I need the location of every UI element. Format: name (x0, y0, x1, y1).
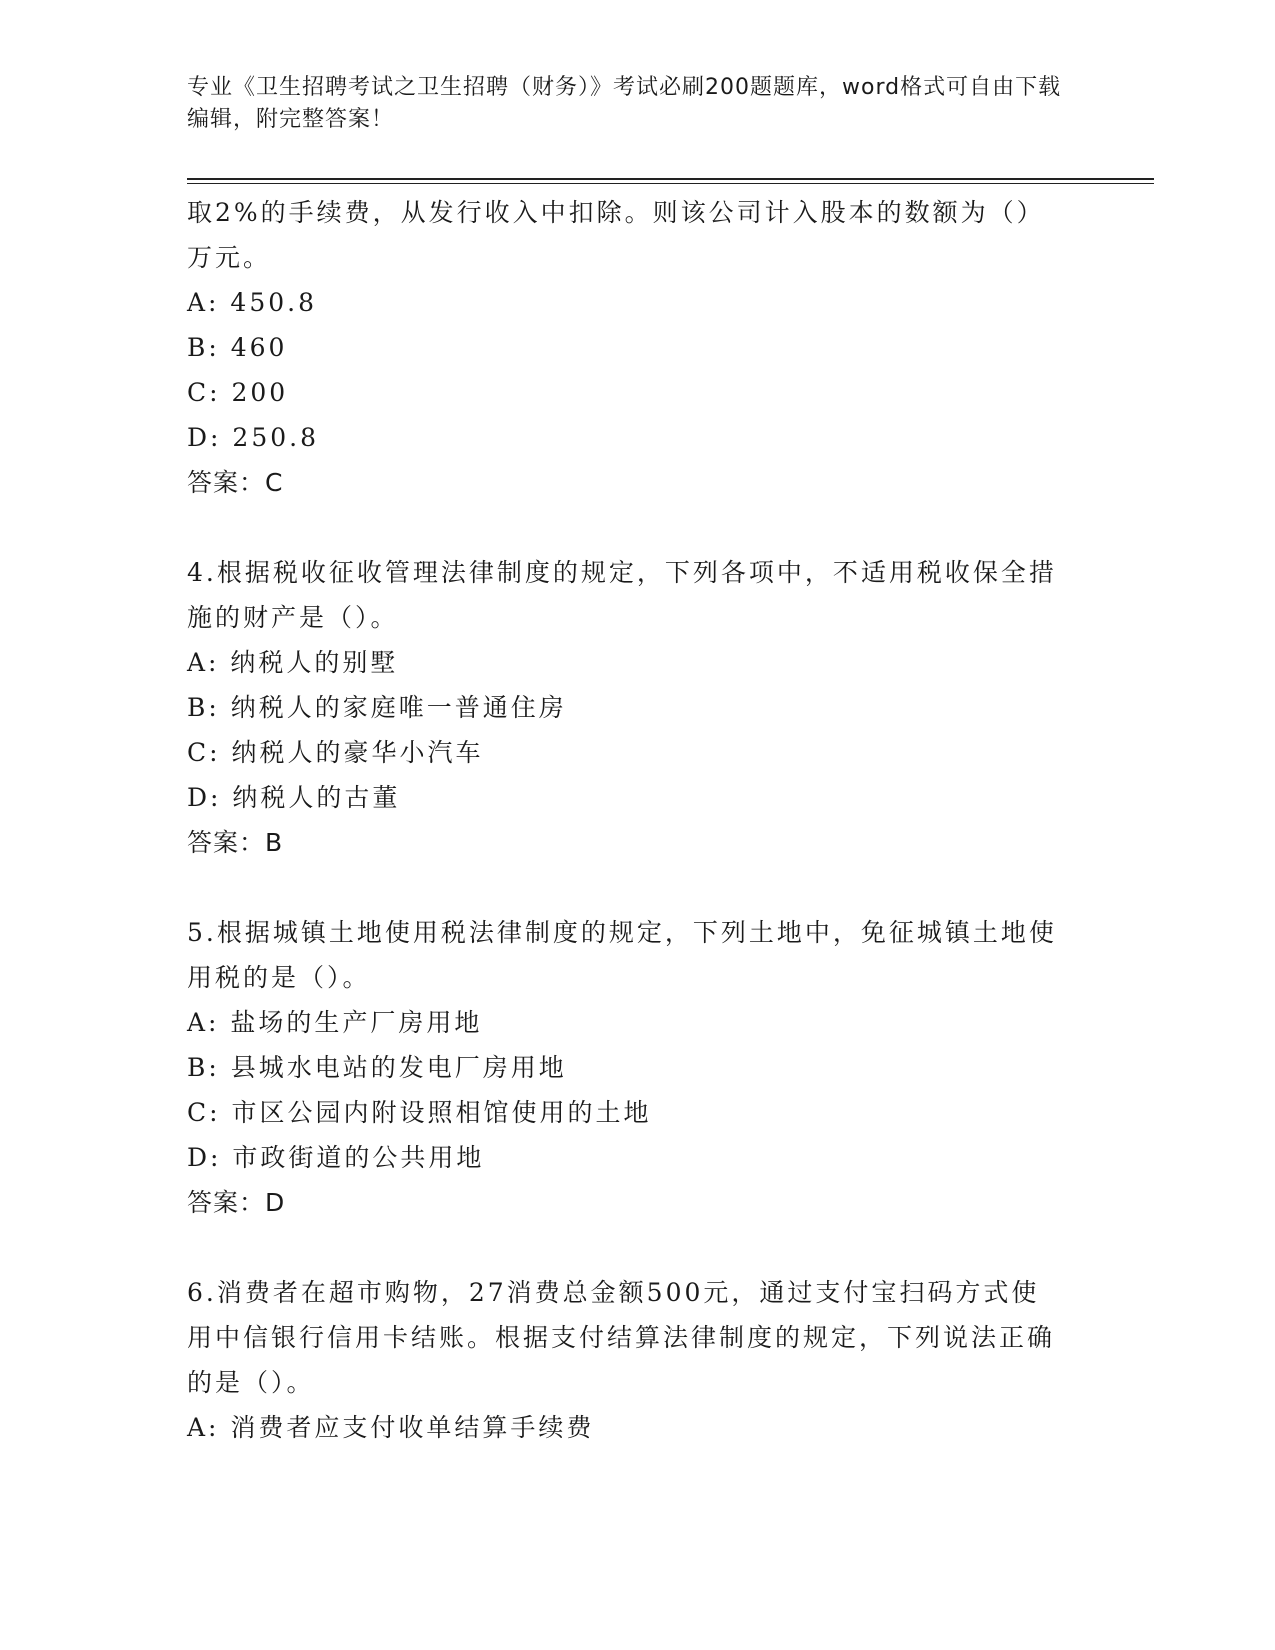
answer: 答案：C (187, 468, 284, 497)
header-divider (187, 178, 1154, 180)
question-text: 5.根据城镇土地使用税法律制度的规定，下列土地中，免征城镇土地使用税的是（）。 (187, 918, 1057, 992)
question-block (187, 1270, 1067, 1450)
option-a: A: 纳税人的别墅 (187, 648, 399, 677)
question-block (187, 550, 1067, 865)
option-a: A: 消费者应支付收单结算手续费 (187, 1413, 595, 1442)
option-c: C: 市区公园内附设照相馆使用的土地 (187, 1098, 652, 1127)
option-b: B: 460 (187, 333, 288, 362)
option-d: D: 250.8 (187, 423, 319, 452)
option-d: D: 纳税人的古董 (187, 783, 401, 812)
question-text: 取2%的手续费，从发行收入中扣除。则该公司计入股本的数额为（）万元。 (187, 198, 1045, 272)
document-header: 专业《卫生招聘考试之卫生招聘（财务）》考试必刷200题题库，word格式可自由下载编辑，附完整答案！ (187, 75, 1062, 132)
question-text: 4.根据税收征收管理法律制度的规定，下列各项中，不适用税收保全措施的财产是（）。 (187, 558, 1057, 632)
option-b: B: 县城水电站的发电厂房用地 (187, 1053, 567, 1082)
option-a: A: 盐场的生产厂房用地 (187, 1008, 483, 1037)
question-block (187, 910, 1067, 1225)
answer: 答案：B (187, 828, 284, 857)
option-d: D: 市政街道的公共用地 (187, 1143, 485, 1172)
header-divider-thin (187, 183, 1154, 184)
question-text: 6.消费者在超市购物，27消费总金额500元，通过支付宝扫码方式使用中信银行信用卡结账。根据支付结算法律制度的规定，下列说法正确的是（）。 (187, 1278, 1056, 1397)
answer: 答案：D (187, 1188, 286, 1217)
option-a: A: 450.8 (187, 288, 317, 317)
option-b: B: 纳税人的家庭唯一普通住房 (187, 693, 567, 722)
question-list (187, 190, 1067, 1450)
option-c: C: 纳税人的豪华小汽车 (187, 738, 484, 767)
question-block (187, 190, 1067, 505)
option-c: C: 200 (187, 378, 289, 407)
